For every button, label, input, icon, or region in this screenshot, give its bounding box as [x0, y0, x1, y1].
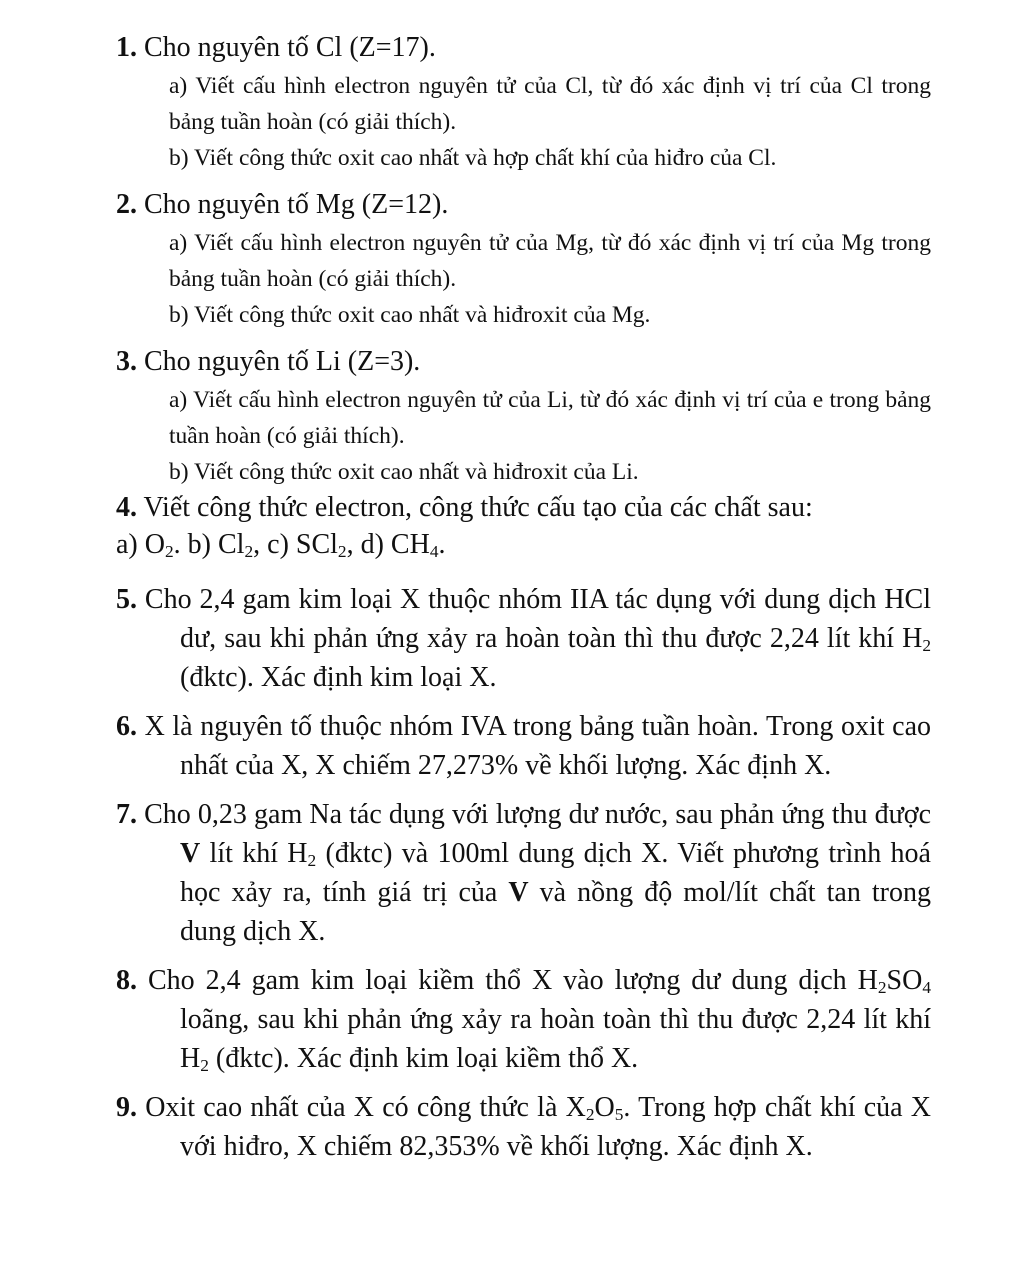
question-title: Viết công thức electron, công thức cấu tạo của các chất sau: — [137, 492, 813, 523]
question-number: 6. — [116, 711, 137, 742]
question-number: 9. — [116, 1092, 137, 1123]
document-body — [116, 30, 931, 1176]
question-4 — [116, 490, 931, 564]
sub-question-b: b) Viết công thức oxit cao nhất và hiđroxit của Mg. — [169, 302, 651, 328]
question-number: 1. — [116, 32, 137, 63]
question-2 — [116, 187, 931, 333]
sub-question-a: a) Viết cấu hình electron nguyên tử của Mg, từ đó xác định vị trí của Mg trong bảng tuần hoàn (có giải thích). — [169, 230, 931, 292]
question-number: 7. — [116, 799, 137, 830]
sub-question-a: a) Viết cấu hình electron nguyên tử của Cl, từ đó xác định vị trí của Cl trong bảng tuần hoàn (có giải thích). — [169, 73, 931, 135]
question-9: 9. Oxit cao nhất của X có công thức là $X_2O_5$. Trong hợp chất khí của X với hiđro, X chiếm 82,353% về khối lượng. Xác định X. — [116, 1092, 931, 1162]
question-6: 6. X là nguyên tố thuộc nhóm IVA trong bảng tuần hoàn. Trong oxit cao nhất của X, X chiếm 27,273% về khối lượng. Xác định X. — [116, 711, 931, 781]
question-7: 7. Cho 0,23 gam Na tác dụng với lượng dư nước, sau phản ứng thu được V lít khí $H_2$ (đktc) và 100ml dung dịch X. Viết phương trình hoá học xảy ra, tính giá trị của V và nồng độ mol/lít chất tan trong dung dịch X. — [116, 799, 931, 947]
question-number: 8. — [116, 965, 137, 996]
question-4-substances: a) $O_2$. b) $Cl_2$, c) SCl$_2$, d) $CH_4$. — [116, 529, 446, 561]
question-title: Cho nguyên tố Li (Z=3). — [137, 346, 421, 377]
sub-question-a: a) Viết cấu hình electron nguyên tử của Li, từ đó xác định vị trí của e trong bảng tuần hoàn (có giải thích). — [169, 387, 931, 449]
question-3 — [116, 344, 931, 490]
question-number: 4. — [116, 492, 137, 523]
question-number: 3. — [116, 346, 137, 377]
question-1 — [116, 30, 931, 176]
question-title: Cho nguyên tố Mg (Z=12). — [137, 189, 449, 220]
sub-question-b: b) Viết công thức oxit cao nhất và hợp chất khí của hiđro của Cl. — [169, 145, 777, 171]
question-number: 5. — [116, 584, 137, 615]
question-8: 8. Cho 2,4 gam kim loại kiềm thổ X vào lượng dư dung dịch $H_2SO_4$ loãng, sau khi phản ứng xảy ra hoàn toàn thì thu được 2,24 lít khí $H_2$ (đktc). Xác định kim loại kiềm thổ X. — [116, 965, 931, 1075]
question-number: 2. — [116, 189, 137, 220]
sub-question-b: b) Viết công thức oxit cao nhất và hiđroxit của Li. — [169, 459, 639, 485]
question-5: 5. Cho 2,4 gam kim loại X thuộc nhóm IIA tác dụng với dung dịch HCl dư, sau khi phản ứng xảy ra hoàn toàn thì thu được 2,24 lít khí $H_2$ (đktc). Xác định kim loại X. — [116, 584, 931, 693]
question-title: Cho nguyên tố Cl (Z=17). — [137, 32, 436, 63]
